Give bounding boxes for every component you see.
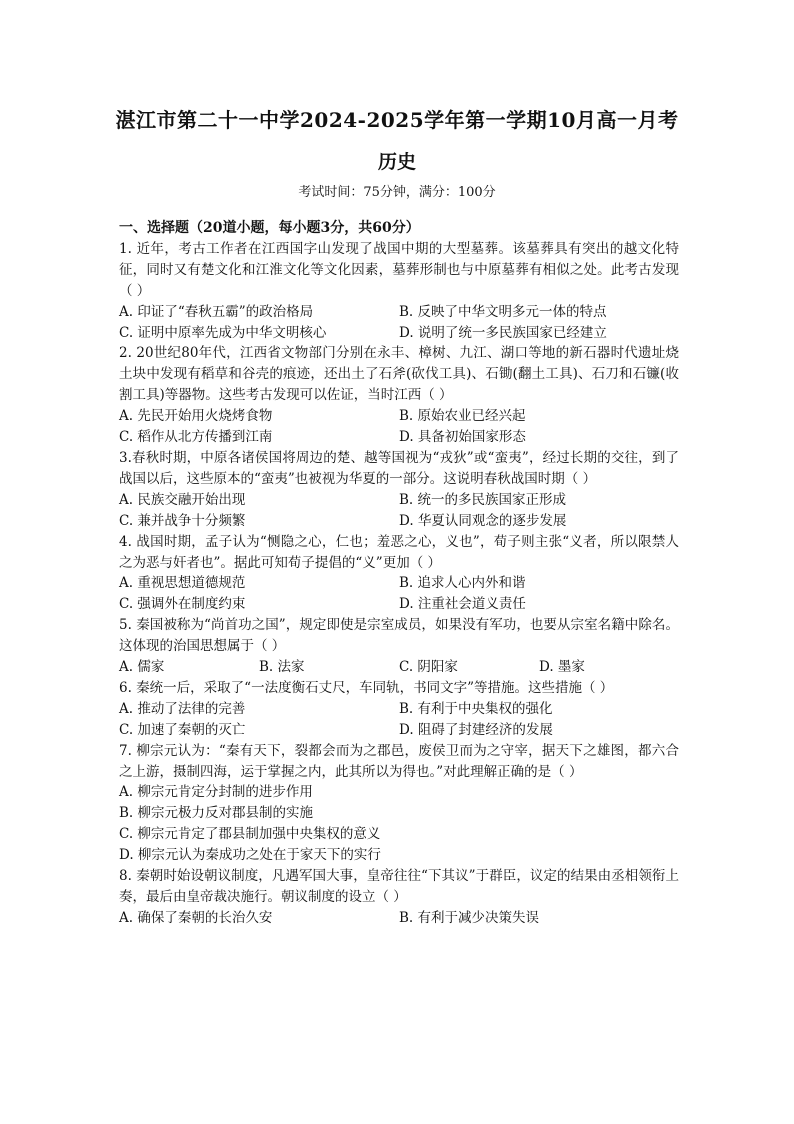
option-a: A. 印证了“春秋五霸”的政治格局: [119, 303, 314, 320]
option-a: A. 先民开始用火烧烤食物: [119, 408, 273, 425]
question-2-options-2: [119, 427, 679, 448]
exam-info: 考试时间：75分钟，满分：100分: [298, 185, 496, 200]
question-2: 2. 20世纪80年代，江西省文物部门分别在永丰、樟树、九江、湖口等地的新石器时代遗址烧土块中发现有稻草和谷壳的痕迹，还出土了石斧(砍伐工具)、石锄(翻土工具)、石刀和石镰(收割工具)等器物。这些考古发现可以佐证，当时江西（ ）: [119, 345, 679, 404]
option-b: B. 法家: [259, 659, 305, 676]
question-1: 1. 近年，考古工作者在江西国字山发现了战国中期的大型墓葬。该墓葬具有突出的越文化特征，同时又有楚文化和江淮文化等文化因素，墓葬形制也与中原墓葬有相似之处。此考古发现（ ）: [119, 240, 679, 299]
option-d: D. 华夏认同观念的逐步发展: [399, 512, 567, 529]
question-7: 7. 柳宗元认为：“秦有天下，裂都会而为之郡邑，废侯卫而为之守宰，据天下之雄图，都六合之上游，摄制四海，运于掌握之内，此其所以为得也。”对此理解正确的是（ ）: [119, 742, 679, 780]
question-3-options: [119, 490, 679, 511]
option-a: A. 民族交融开始出现: [119, 491, 246, 508]
option-b: B. 有利于减少决策失误: [399, 909, 540, 926]
section-heading: 一、选择题（20道小题，每小题3分，共60分）: [119, 220, 420, 236]
question-6: 6. 秦统一后，采取了“一法度衡石丈尺，车同轨，书同文字”等措施。这些措施（ ）: [119, 679, 614, 696]
option-c: C. 强调外在制度约束: [119, 596, 246, 613]
question-5-options: [119, 657, 679, 678]
option-d: D. 说明了统一多民族国家已经建立: [399, 324, 607, 341]
option-b: B. 追求人心内外和谐: [399, 575, 526, 592]
option-b: B. 原始农业已经兴起: [399, 408, 526, 425]
question-6-options: [119, 699, 679, 720]
exam-title: 湛江市第二十一中学2024-2025学年第一学期10月高一月考: [115, 108, 679, 132]
option-c: C. 兼并战争十分频繁: [119, 512, 246, 529]
option-d: D. 柳宗元认为秦成功之处在于家天下的实行: [119, 847, 381, 864]
option-b: B. 有利于中央集权的强化: [399, 700, 553, 717]
option-a: A. 确保了秦朝的长治久安: [119, 909, 273, 926]
option-c: C. 加速了秦朝的灭亡: [119, 721, 246, 738]
question-4-options: [119, 573, 679, 594]
option-b: B. 柳宗元极力反对郡县制的实施: [119, 805, 314, 822]
option-b: B. 统一的多民族国家正形成: [399, 491, 567, 508]
option-a: A. 柳宗元肯定分封制的进步作用: [119, 784, 313, 801]
question-8-options: [119, 908, 679, 929]
question-1-options-2: [119, 323, 679, 344]
option-a: A. 儒家: [119, 659, 165, 676]
question-1-options: [119, 302, 679, 323]
subject-title: 历史: [377, 151, 416, 173]
exam-content: [119, 218, 679, 929]
option-a: A. 重视思想道德规范: [119, 575, 246, 592]
question-2-options: [119, 406, 679, 427]
option-d: D. 注重社会道义责任: [399, 596, 526, 613]
question-5: 5. 秦国被称为“尚首功之国”，规定即使是宗室成员，如果没有军功，也要从宗室名籍中除名。这体现的治国思想属于（ ）: [119, 617, 679, 655]
option-c: C. 阴阳家: [399, 659, 458, 676]
option-a: A. 推动了法律的完善: [119, 700, 246, 717]
question-6-options-2: [119, 720, 679, 741]
option-d: D. 阻碍了封建经济的发展: [399, 721, 553, 738]
option-c: C. 柳宗元肯定了郡县制加强中央集权的意义: [119, 826, 381, 843]
question-4-options-2: [119, 594, 679, 615]
option-b: B. 反映了中华文明多元一体的特点: [399, 303, 607, 320]
option-c: C. 证明中原率先成为中华文明核心: [119, 324, 327, 341]
option-d: D. 具备初始国家形态: [399, 429, 526, 446]
option-d: D. 墨家: [539, 659, 585, 676]
question-3: 3.春秋时期，中原各诸侯国将周边的楚、越等国视为“戎狄”或“蛮夷”，经过长期的交往，到了战国以后，这些原本的“蛮夷”也被视为华夏的一部分。这说明春秋战国时期（ ）: [119, 449, 679, 487]
question-4: 4. 战国时期，孟子认为“恻隐之心，仁也；羞恶之心，义也”，荀子则主张“义者，所以限禁人之为恶与奸者也”。据此可知荀子提倡的“义”更加（ ）: [119, 533, 679, 571]
question-3-options-2: [119, 511, 679, 532]
question-8: 8. 秦朝时始设朝议制度，凡遇军国大事，皇帝往往“下其议”于群臣，议定的结果由丞相领衔上奏，最后由皇帝裁决施行。朝议制度的设立（ ）: [119, 868, 679, 905]
option-c: C. 稻作从北方传播到江南: [119, 429, 273, 446]
